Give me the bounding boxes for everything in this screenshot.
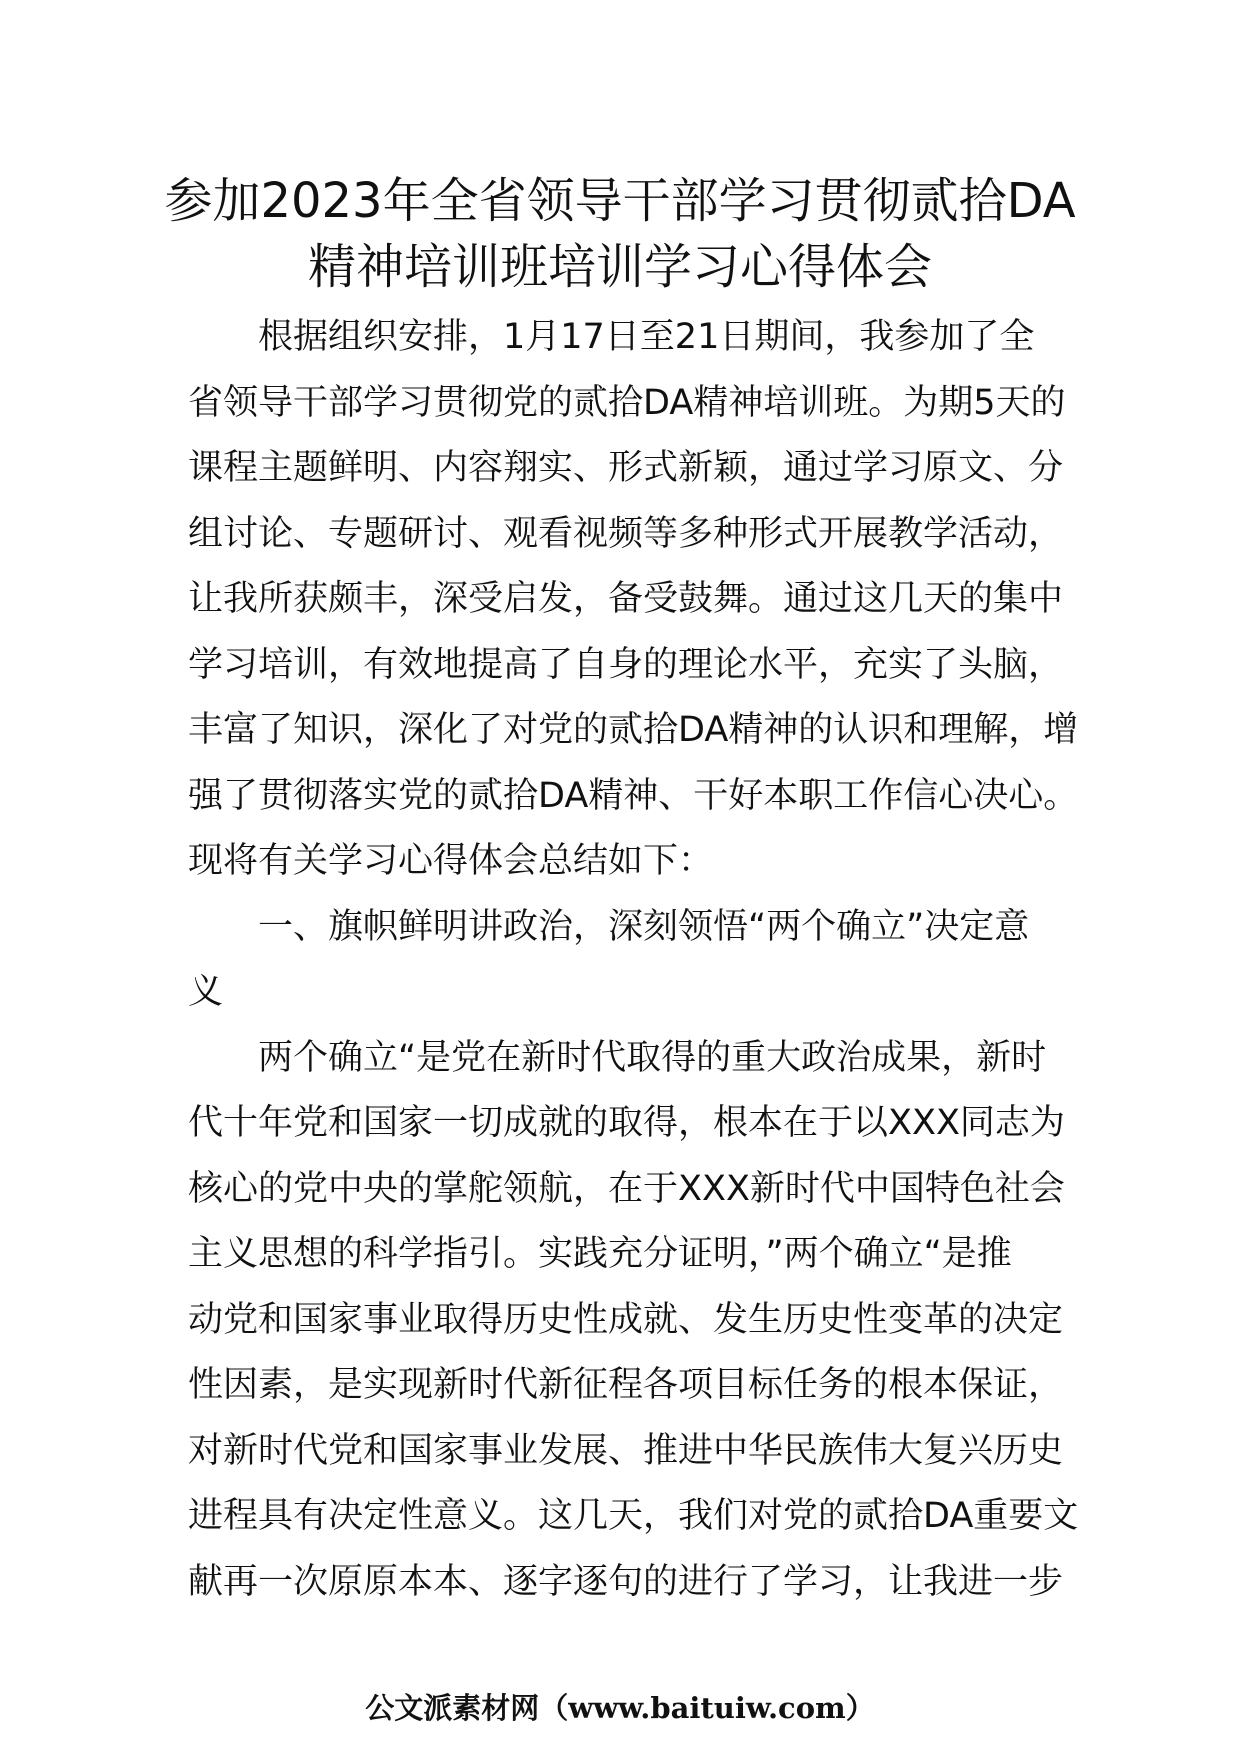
body-line: 献再一次原原本本、逐字逐句的进行了学习，让我进一步 — [188, 1561, 1064, 1602]
body-line: 进程具有决定性意义。这几天，我们对党的贰拾DA重要文 — [188, 1496, 1079, 1536]
body-line: 让我所获颇丰，深受启发，备受鼓舞。通过这几天的集中 — [188, 579, 1064, 619]
title-line-1: 参加2023年全省领导干部学习贯彻贰拾DA — [164, 173, 1076, 229]
body-line: 组讨论、专题研讨、观看视频等多种形式开展教学活动， — [188, 513, 1064, 554]
title-line-2: 精神培训班培训学习心得体会 — [307, 239, 932, 295]
body-line: 现将有关学习心得体会总结如下： — [188, 841, 714, 881]
document-title — [150, 168, 1090, 300]
document-body — [188, 305, 1079, 1615]
body-line: 强了贯彻落实党的贰拾DA精神、干好本职工作信心决心。 — [188, 775, 1079, 816]
body-line: 对新时代党和国家事业发展、推进中华民族伟大复兴历史 — [188, 1430, 1064, 1471]
body-line: 性因素，是实现新时代新征程各项目标任务的根本保证， — [188, 1365, 1064, 1405]
footer-source-label: 公文派素材网（www.baituiw.com） — [365, 1691, 875, 1725]
body-line: 根据组织安排，1月17日至21日期间，我参加了全 — [258, 317, 1035, 357]
section-heading-line: 义 — [188, 972, 224, 1012]
body-line: 两个确立“是党在新时代取得的重大政治成果，新时 — [258, 1037, 1047, 1078]
body-line: 学习培训，有效地提高了自身的理论水平，充实了头脑， — [188, 644, 1064, 685]
body-line: 课程主题鲜明、内容翔实、形式新颖，通过学习原文、分 — [188, 448, 1064, 488]
body-line: 动党和国家事业取得历史性成就、发生历史性变革的决定 — [188, 1299, 1064, 1340]
section-heading-line: 一、旗帜鲜明讲政治，深刻领悟“两个确立”决定意 — [258, 906, 1030, 947]
body-line: 核心的党中央的掌舵领航，在于XXX新时代中国特色社会 — [188, 1168, 1065, 1209]
body-line: 代十年党和国家一切成就的取得，根本在于以XXX同志为 — [188, 1103, 1065, 1143]
body-line: 主义思想的科学指引。实践充分证明，”两个确立“是推 — [188, 1234, 1012, 1274]
body-line: 省领导干部学习贯彻党的贰拾DA精神培训班。为期5天的 — [188, 382, 1066, 423]
body-line: 丰富了知识，深化了对党的贰拾DA精神的认识和理解，增 — [188, 710, 1079, 750]
